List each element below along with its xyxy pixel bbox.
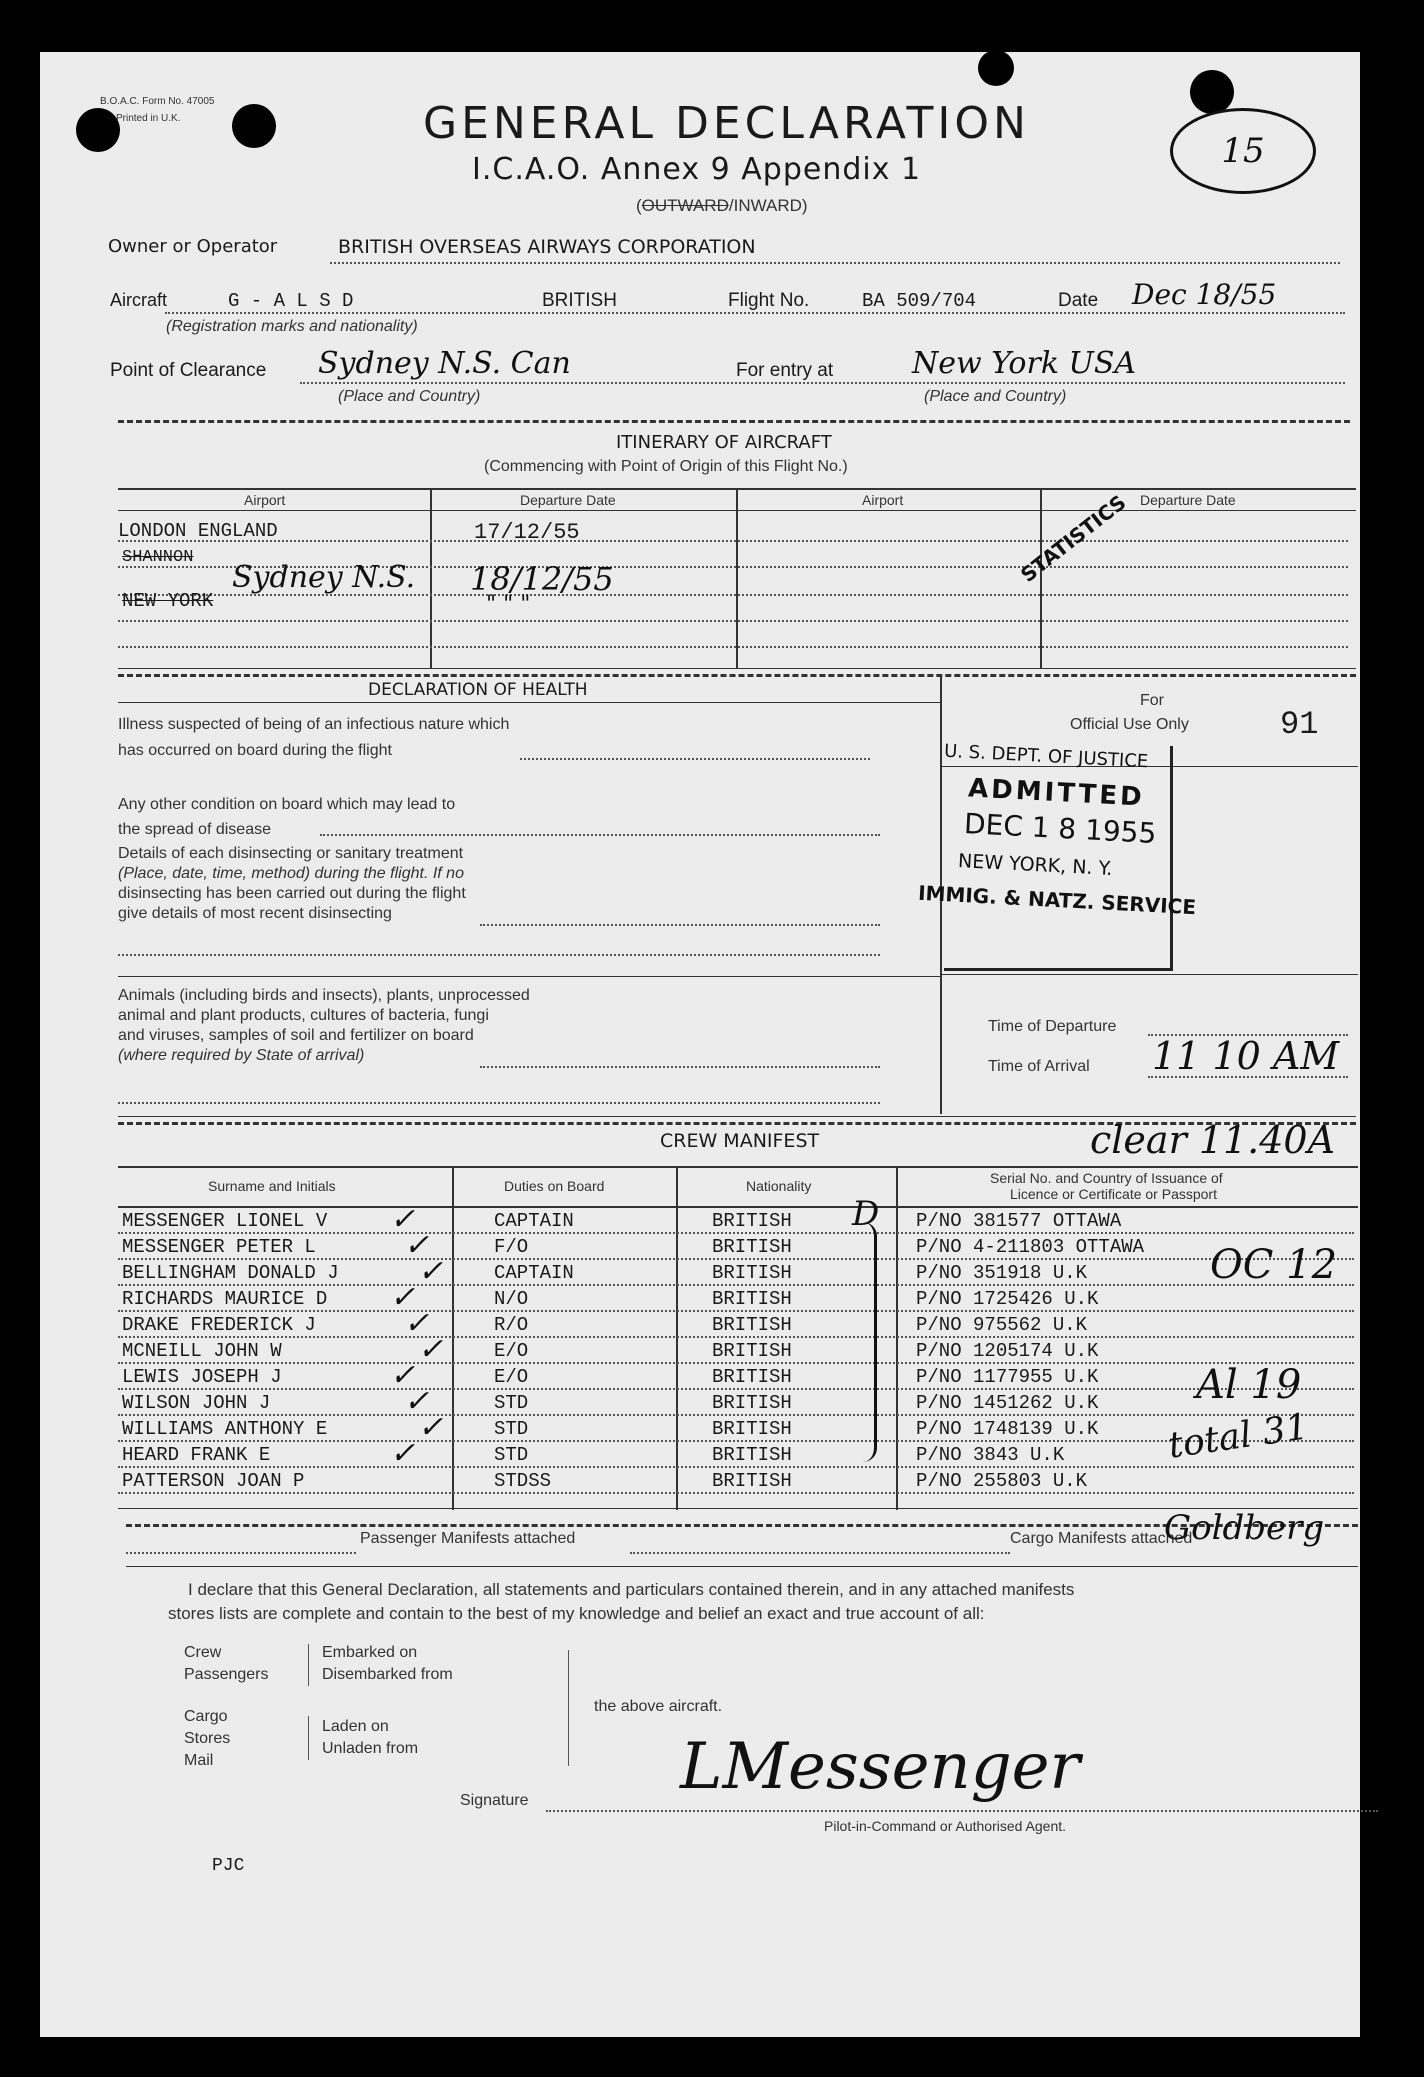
decl-aircraft: the above aircraft. [594,1698,723,1715]
signature-label: Signature [460,1792,529,1809]
crew-document: P/NO 1177955 U.K [916,1366,1099,1388]
decl-stores: Stores [184,1730,231,1747]
page-title: GENERAL DECLARATION [423,98,1030,149]
health-question-4: Animals (including birds and insects), plants, unprocessed animal and plant products, cultures of bacteria, fungi and viruses, samples of soil and fertilizer on board (where required by State of arrival) [118,987,530,1064]
date-label: Date [1058,290,1099,311]
page-subtitle: I.C.A.O. Annex 9 Appendix 1 [472,152,922,187]
punch-hole-icon [1190,70,1234,114]
crew-duty: E/O [494,1340,529,1362]
crew-document: P/NO 1205174 U.K [916,1340,1099,1362]
clearance-label: Point of Clearance [110,360,267,381]
crew-nationality: BRITISH [712,1314,792,1336]
crew-nationality: BRITISH [712,1470,792,1492]
check-mark-icon: ✓ [404,1384,430,1419]
flight-no-label: Flight No. [728,290,810,311]
aircraft-label: Aircraft [110,290,168,310]
crew-nationality: BRITISH [712,1236,792,1258]
crew-bracket-mark [858,1222,877,1462]
printed-note: Printed in U.K. [116,113,181,124]
check-mark-icon: ✓ [418,1332,444,1367]
itinerary-airport-2: NEW YORK [122,590,214,612]
crew-nationality: BRITISH [712,1444,792,1466]
crew-name: HEARD FRANK E [122,1444,271,1466]
crew-nationality: BRITISH [712,1340,792,1362]
decl-mail: Mail [184,1752,214,1769]
crew-document: P/NO 1451262 U.K [916,1392,1099,1414]
check-mark-icon: ✓ [404,1228,430,1263]
crew-duty: STD [494,1418,529,1440]
crew-header-name: Surname and Initials [208,1178,336,1194]
official-label: Official Use Only [1070,716,1189,733]
direction-line: (OUTWARD/INWARD) [636,196,808,215]
registration-caption: (Registration marks and nationality) [166,318,418,335]
clearance-caption: (Place and Country) [338,388,481,405]
check-mark-icon: ✓ [390,1280,416,1315]
crew-hand-d: D [852,1194,880,1234]
itinerary-subtitle: (Commencing with Point of Origin of this Flight No.) [484,458,848,475]
crew-nationality: BRITISH [712,1262,792,1284]
pilot-signature: LMessenger [680,1730,1081,1804]
entry-value: New York USA [912,346,1137,381]
check-mark-icon: ✓ [404,1306,430,1341]
itinerary-hand-ditto: " " " [486,592,531,617]
crew-header-duty: Duties on Board [504,1178,605,1194]
decl-cargo: Cargo [184,1708,228,1725]
crew-duty: N/O [494,1288,529,1310]
crew-hand-note: clear 11.40A [1090,1118,1336,1162]
crew-duty: STDSS [494,1470,552,1492]
itinerary-header-airport-2: Airport [862,492,904,508]
crew-document: P/NO 1725426 U.K [916,1288,1099,1310]
decl-unladen: Unladen from [322,1740,419,1757]
itinerary-header-date-1: Departure Date [520,492,616,508]
crew-duty: STD [494,1392,529,1414]
itinerary-hand-date: 18/12/55 [470,560,614,598]
crew-name: LEWIS JOSEPH J [122,1366,282,1388]
crew-title: CREW MANIFEST [660,1130,820,1152]
punch-hole-icon [978,50,1014,86]
cargo-hand-signature: Goldberg [1164,1508,1325,1548]
decl-embarked: Embarked on [322,1644,418,1661]
decl-disembarked: Disembarked from [322,1666,453,1683]
crew-document: P/NO 381577 OTTAWA [916,1210,1122,1232]
declaration-line-2: stores lists are complete and contain to the best of my knowledge and belief an exact and true account of all: [168,1604,985,1623]
clearance-value: Sydney N.S. Can [318,346,571,381]
sheet-number-circle: 15 [1170,108,1316,194]
crew-name: PATTERSON JOAN P [122,1470,305,1492]
punch-hole-icon [232,104,276,148]
crew-header-doc-1: Serial No. and Country of Issuance of [990,1170,1223,1186]
date-value: Dec 18/55 [1132,278,1277,311]
check-mark-icon: ✓ [390,1202,416,1237]
crew-nationality: BRITISH [712,1210,792,1232]
crew-name: WILSON JOHN J [122,1392,271,1414]
itinerary-header-date-2: Departure Date [1140,492,1236,508]
owner-value: BRITISH OVERSEAS AIRWAYS CORPORATION [338,236,756,258]
health-question-3: Details of each disinsecting or sanitary treatment (Place, date, time, method) during the flight. If no disinsecting has been carried out during the flight give details of most recent disinsecting [118,845,466,922]
decl-passengers: Passengers [184,1666,269,1683]
check-mark-icon: ✓ [390,1436,416,1471]
crew-name: MCNEILL JOHN W [122,1340,282,1362]
entry-label: For entry at [736,360,834,381]
check-mark-icon: ✓ [418,1254,444,1289]
cargo-manifests: Cargo Manifests attached [1010,1530,1193,1547]
crew-duty: R/O [494,1314,529,1336]
arrival-label: Time of Arrival [988,1058,1090,1075]
flight-no-value: BA 509/704 [862,290,977,312]
itinerary-date-0: 17/12/55 [474,520,580,545]
crew-document: P/NO 975562 U.K [916,1314,1088,1336]
crew-hand-oc: OC 12 [1210,1242,1338,1288]
crew-header-doc-2: Licence or Certificate or Passport [1010,1186,1217,1202]
crew-duty: F/O [494,1236,529,1258]
crew-nationality: BRITISH [712,1418,792,1440]
itinerary-airport-0: LONDON ENGLAND [118,520,278,542]
crew-document: P/NO 351918 U.K [916,1262,1088,1284]
aircraft-nationality: BRITISH [542,290,617,311]
signature-caption: Pilot-in-Command or Authorised Agent. [824,1818,1067,1834]
passenger-manifests: Passenger Manifests attached [360,1530,576,1547]
crew-duty: E/O [494,1366,529,1388]
crew-duty: CAPTAIN [494,1262,574,1284]
crew-hand-total: total 31 [1165,1406,1312,1467]
crew-name: RICHARDS MAURICE D [122,1288,328,1310]
departure-label: Time of Departure [988,1018,1117,1035]
crew-document: P/NO 255803 U.K [916,1470,1088,1492]
health-question-2: Any other condition on board which may lead to the spread of disease [118,796,456,838]
crew-name: WILLIAMS ANTHONY E [122,1418,328,1440]
owner-label: Owner or Operator [108,236,278,257]
punch-hole-icon [76,108,120,152]
crew-name: DRAKE FREDERICK J [122,1314,316,1336]
crew-document: P/NO 1748139 U.K [916,1418,1099,1440]
crew-document: P/NO 3843 U.K [916,1444,1065,1466]
stamp-city: NEW YORK, N. Y. [957,849,1113,881]
crew-header-nationality: Nationality [746,1178,812,1194]
itinerary-title: ITINERARY OF AIRCRAFT [616,432,832,453]
health-question-1: Illness suspected of being of an infectious nature which has occurred on board during the flight [118,716,510,759]
aircraft-registration: G - A L S D [228,290,354,312]
stamp-dept: U. S. DEPT. OF JUSTICE [943,740,1149,773]
crew-nationality: BRITISH [712,1392,792,1414]
form-number: B.O.A.C. Form No. 47005 [100,96,215,107]
itinerary-header-airport-1: Airport [244,492,286,508]
crew-name: MESSENGER LIONEL V [122,1210,328,1232]
crew-duty: STD [494,1444,529,1466]
entry-caption: (Place and Country) [924,388,1067,405]
decl-crew: Crew [184,1644,222,1661]
check-mark-icon: ✓ [390,1358,416,1393]
crew-document: P/NO 4-211803 OTTAWA [916,1236,1145,1258]
itinerary-airport-1: SHANNON [122,548,194,567]
crew-nationality: BRITISH [712,1366,792,1388]
crew-hand-al: Al 19 [1196,1362,1302,1408]
declaration-line-1: I declare that this General Declaration, all statements and particulars contained therein, and in any attached manifests [188,1580,1075,1599]
stamp-service: IMMIG. & NATZ. SERVICE [917,880,1197,920]
crew-duty: CAPTAIN [494,1210,574,1232]
health-title: DECLARATION OF HEALTH [368,680,588,700]
official-label-for: For [1140,692,1164,709]
itinerary-hand-airport: Sydney N.S. [232,560,416,595]
check-mark-icon: ✓ [418,1410,444,1445]
stamp-admitted: ADMITTED [967,773,1146,813]
crew-name: BELLINGHAM DONALD J [122,1262,339,1284]
typist-initials: PJC [212,1856,245,1876]
stamp-date: DEC 1 8 1955 [963,806,1158,851]
statistics-stamp: STATISTICS [1016,490,1131,587]
official-number: 91 [1280,706,1319,743]
crew-nationality: BRITISH [712,1288,792,1310]
crew-name: MESSENGER PETER L [122,1236,316,1258]
arrival-value: 11 10 AM [1152,1034,1340,1078]
decl-laden: Laden on [322,1718,389,1735]
